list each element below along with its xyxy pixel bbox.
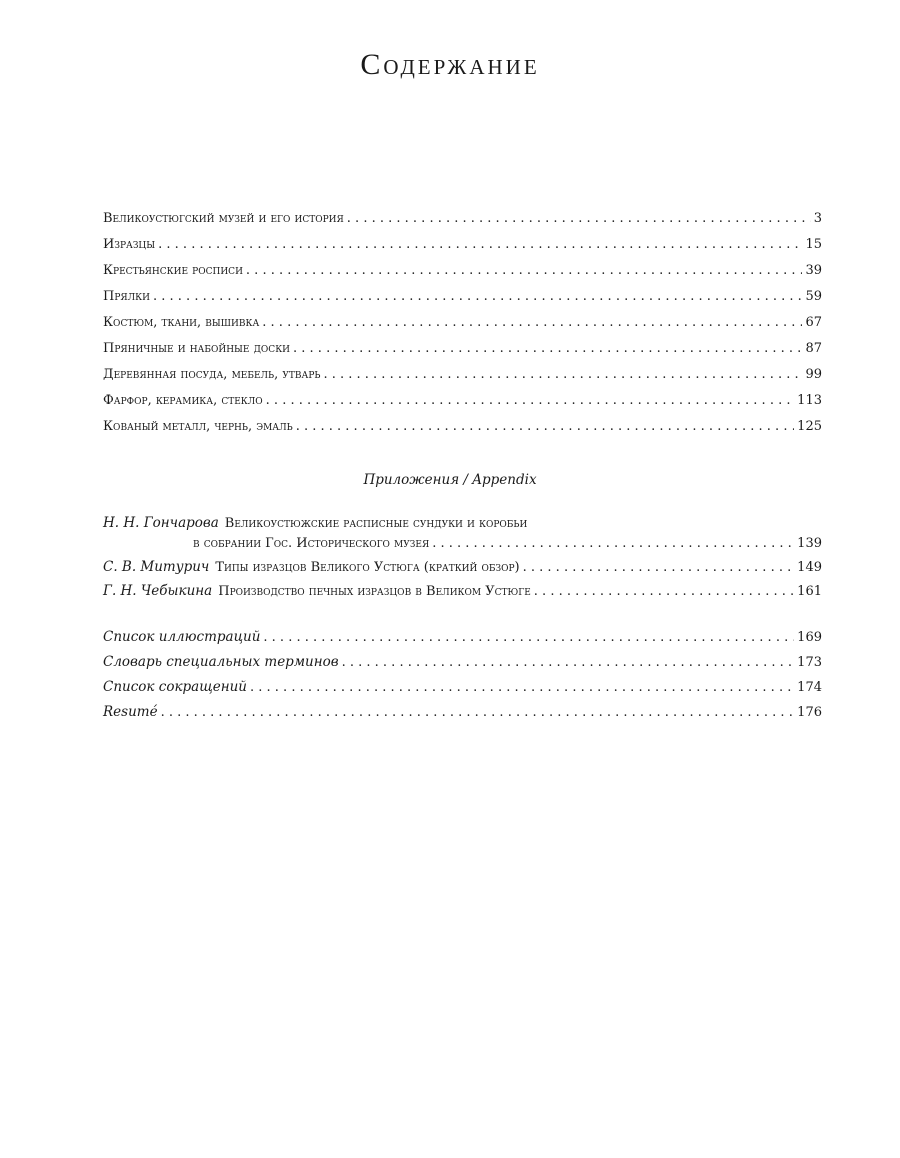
entry-label: Список сокращений bbox=[103, 679, 247, 695]
entry-page: 125 bbox=[797, 419, 822, 434]
entry-page: 161 bbox=[797, 584, 822, 599]
back-matter-entry[interactable] bbox=[103, 628, 822, 647]
entry-page: 139 bbox=[797, 536, 822, 551]
entry-author: Г. Н. Чебыкина bbox=[103, 583, 213, 599]
leader-dots bbox=[263, 629, 794, 647]
toc-entry[interactable] bbox=[103, 340, 822, 358]
leader-dots bbox=[323, 366, 802, 384]
back-matter-entry[interactable] bbox=[103, 703, 822, 722]
leader-dots bbox=[262, 314, 802, 332]
appendix-entry-line1[interactable] bbox=[103, 514, 822, 533]
entry-label: Кованый металл, чернь, эмаль bbox=[103, 419, 293, 434]
toc-entry[interactable] bbox=[103, 418, 822, 436]
leader-dots bbox=[523, 559, 795, 577]
appendix-heading: Приложения / Appendix bbox=[363, 472, 537, 488]
leader-dots bbox=[534, 583, 794, 601]
entry-page: 149 bbox=[797, 560, 822, 575]
entry-label: Костюм, ткани, вышивка bbox=[103, 315, 260, 330]
appendix-entry-line2[interactable] bbox=[103, 535, 822, 553]
entry-page: 67 bbox=[805, 315, 822, 330]
entry-page: 99 bbox=[805, 367, 822, 382]
toc-entry[interactable] bbox=[103, 366, 822, 384]
entry-page: 15 bbox=[805, 237, 822, 252]
toc-entry[interactable] bbox=[103, 210, 822, 228]
entry-label: Список иллюстраций bbox=[103, 629, 261, 645]
entry-page: 113 bbox=[797, 393, 822, 408]
toc-entry[interactable] bbox=[103, 392, 822, 410]
entry-label: Крестьянские росписи bbox=[103, 263, 243, 278]
toc-entry[interactable] bbox=[103, 236, 822, 254]
entry-page: 87 bbox=[805, 341, 822, 356]
leader-dots bbox=[161, 704, 795, 722]
entry-label: Изразцы bbox=[103, 237, 156, 252]
leader-dots bbox=[293, 340, 802, 358]
back-matter-entry[interactable] bbox=[103, 678, 822, 697]
toc-entry[interactable] bbox=[103, 314, 822, 332]
leader-dots bbox=[158, 236, 802, 254]
entry-label: Прялки bbox=[103, 289, 150, 304]
entry-page: 173 bbox=[797, 655, 822, 670]
toc-entry[interactable] bbox=[103, 288, 822, 306]
page-title: Содержание bbox=[360, 48, 540, 82]
leader-dots bbox=[296, 418, 794, 436]
entry-label: Пряничные и набойные доски bbox=[103, 341, 291, 356]
entry-page: 59 bbox=[805, 289, 822, 304]
toc-entry[interactable] bbox=[103, 262, 822, 280]
entry-page: 169 bbox=[797, 630, 822, 645]
entry-label: Resumé bbox=[103, 704, 158, 720]
entry-page: 174 bbox=[797, 680, 822, 695]
entry-label: Производство печных изразцов в Великом Устюге bbox=[218, 584, 531, 599]
appendix-entry[interactable] bbox=[103, 582, 822, 601]
entry-label-continued: в собрании Гос. Исторического музея bbox=[193, 536, 430, 551]
entry-page: 39 bbox=[805, 263, 822, 278]
entry-author: С. В. Митурич bbox=[103, 559, 210, 575]
leader-dots bbox=[432, 535, 794, 553]
appendix-entry[interactable] bbox=[103, 558, 822, 577]
entry-label: Великоустюгский музей и его история bbox=[103, 211, 344, 226]
leader-dots bbox=[347, 210, 811, 228]
entry-label: Великоустюжские расписные сундуки и коробьи bbox=[224, 516, 528, 531]
leader-dots bbox=[246, 262, 803, 280]
entry-label: Деревянная посуда, мебель, утварь bbox=[103, 367, 321, 382]
entry-page: 176 bbox=[797, 705, 822, 720]
leader-dots bbox=[266, 392, 795, 410]
back-matter-entry[interactable] bbox=[103, 653, 822, 672]
entry-page: 3 bbox=[813, 211, 822, 226]
entry-author: Н. Н. Гончарова bbox=[103, 515, 219, 531]
entry-label: Словарь специальных терминов bbox=[103, 654, 339, 670]
entry-label: Фарфор, керамика, стекло bbox=[103, 393, 263, 408]
leader-dots bbox=[153, 288, 802, 306]
leader-dots bbox=[250, 679, 794, 697]
leader-dots bbox=[342, 654, 795, 672]
entry-label: Типы изразцов Великого Устюга (краткий обзор) bbox=[215, 560, 520, 575]
